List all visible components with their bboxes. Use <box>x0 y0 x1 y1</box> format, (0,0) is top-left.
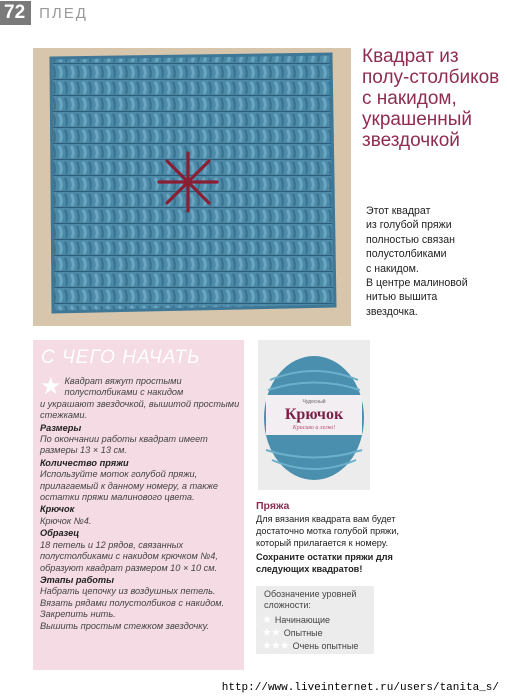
section-title: ПЛЕД <box>39 4 88 22</box>
star-icon: ★★ <box>262 627 280 639</box>
yarn-brand: Крючок <box>284 406 344 423</box>
hook-heading: Крючок <box>40 504 75 515</box>
page-header <box>0 0 88 26</box>
article-title: Квадрат из полу-столбиков с накидом, украшенный звездочкой <box>362 46 500 151</box>
yarn-heading: Пряжа <box>256 500 290 512</box>
steps-heading: Этапы работы <box>40 574 114 585</box>
sample-heading: Образец <box>40 528 80 539</box>
yarn-tagline: Красиво и легко! <box>292 425 336 431</box>
star-embroidery <box>159 153 217 211</box>
difficulty-level-1: ★ Начинающие <box>262 614 331 626</box>
panel-heading: С ЧЕГО НАЧАТЬ <box>41 347 201 368</box>
lead-paragraph: ★ Квадрат вяжут простыми полустолбиками с накидом <box>40 373 184 400</box>
intro-text: Этот квадрат из голубой пряжи полностью связан полустолбиками с накидом. В центре малиновой нитью вышита звездочка. <box>366 205 468 318</box>
size-heading: Размеры <box>40 422 82 433</box>
difficulty-legend <box>256 586 374 654</box>
difficulty-level-3: ★★★ Очень опытные <box>262 640 359 652</box>
difficulty-level-2: ★★ Опытные <box>262 627 323 639</box>
page-number: 72 <box>0 1 31 25</box>
yarn-text: Для вязания квадрата вам будет достаточно мотка голубой пряжи, который прилагается к номеру. Сохраните остатки пряжи для следующих квадратов! <box>256 513 406 575</box>
yarn-small-label: Чудесный <box>302 399 326 405</box>
star-icon: ★ <box>262 614 271 626</box>
difficulty-title: Обозначение уровней сложности: <box>264 589 357 610</box>
star-icon: ★ <box>40 373 62 400</box>
crochet-square-illustration <box>33 48 351 326</box>
getting-started-panel <box>33 340 244 670</box>
yarn-amount-heading: Количество пряжи <box>40 457 129 468</box>
yarn-ball-photo <box>258 340 370 490</box>
yarn-tip: Сохраните остатки пряжи для следующих квадратов! <box>256 552 393 574</box>
star-icon: ★★★ <box>262 640 289 652</box>
source-url: http://www.liveinternet.ru/users/tanita_s/ <box>221 682 499 694</box>
crochet-square-photo <box>33 48 351 326</box>
panel-body: ★ Квадрат вяжут простыми полустолбиками с накидом и украшают звездочкой, вышитой простыми стежками. Размеры По окончании работы квадрат имеет размеры 13 × 13 см. Количество пряжи Используйте моток голубой пряжи, прилагаемый к данному номеру, а также остатки пряжи малинового цвета. Крючок Крючок №4. Образец 18 петель и 12 рядов, связанных полустолбиками с накидом крючком №4, образуют квадрат размером 10 × 10 см. Этапы работы Набрать цепочку из воздушных петель. Вязать рядами полустолбиков с накидом. Закрепить нить. Вышить простым стежком звездочку. <box>40 373 240 631</box>
yarn-ball-illustration <box>258 340 370 490</box>
